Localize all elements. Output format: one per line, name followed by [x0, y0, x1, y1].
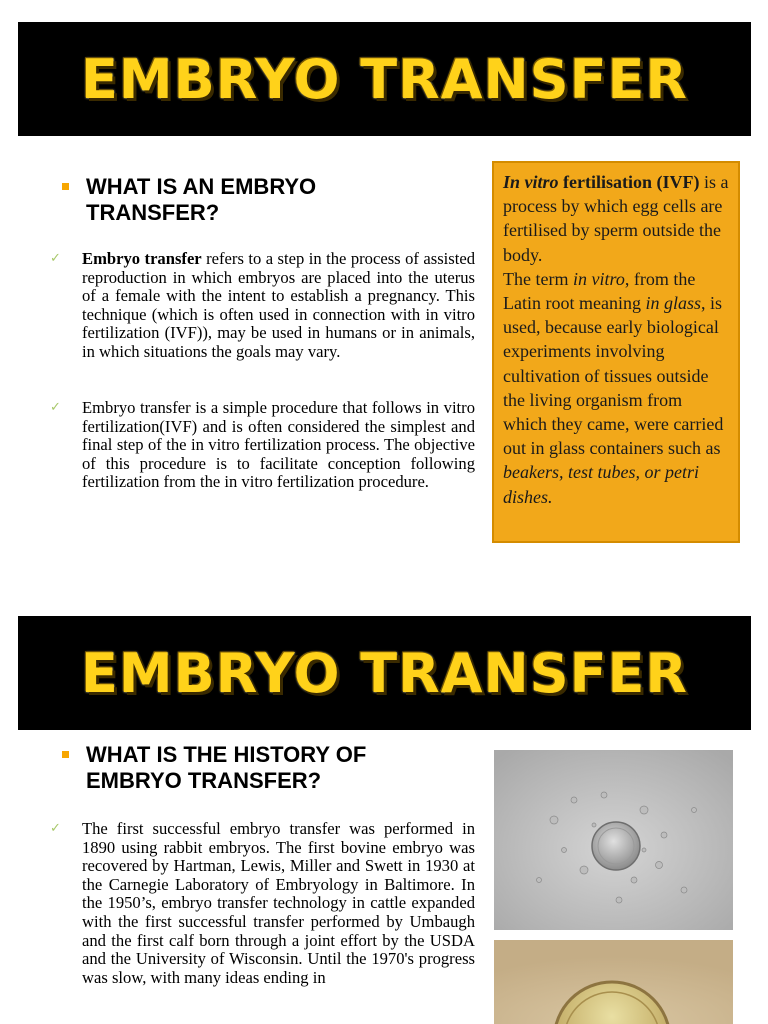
slide2-title: EMBRYO TRANSFER [81, 641, 688, 705]
embryo-micrograph-1 [494, 750, 733, 930]
slide1-paragraph-2: ✓ Embryo transfer is a simple procedure that follows in vitro fertilization(IVF) and is often considered the simplest and final step of the in vitro fertilization process. The objective of this procedure is to facilitate conception following fertilization from the in vitro fertilization procedure. [50, 398, 475, 492]
square-bullet-icon [62, 183, 69, 190]
slide1-paragraph-1: ✓ Embryo transfer refers to a step in the process of assisted reproduction in which embryos are placed into the uterus of a female with the intent to establish a pregnancy. This technique (which is often used in connection with in vitro fertilization (IVF)), may be used in humans or in animals, in which situations the goals may vary. [50, 249, 475, 361]
slide2-title-banner [18, 616, 751, 730]
slide2-paragraph-1: ✓ The first successful embryo transfer was performed in 1890 using rabbit embryos. The first bovine embryo was recovered by Hartman, Lewis, Miller and Swett in 1930 at the Carnegie Laboratory of Embryology in Baltimore. In the 1950’s, embryo transfer technology in cattle expanded with the first successful transfer performed by Umbaugh and the first calf born through a joint effort by the USDA and the University of Wisconsin. Until the 1970's progress was slow, with many ideas ending in [50, 819, 475, 987]
slide1-question: WHAT IS AN EMBRYO TRANSFER? [86, 174, 406, 226]
ivf-definition-box: In vitro fertilisation (IVF) is a process by which egg cells are fertilised by sperm outside the body. The term in vitro, from the Latin root meaning in glass, is used, because early biological experiments involving cultivation of tissues outside the living organism from which they came, were carried out in glass containers such as beakers, test tubes, or petri dishes. [492, 161, 740, 543]
slide1-title-banner [18, 22, 751, 136]
slide1-title: EMBRYO TRANSFER [81, 47, 688, 111]
checkmark-icon: ✓ [50, 400, 61, 415]
embryo-micrograph-2 [494, 940, 733, 1024]
checkmark-icon: ✓ [50, 821, 61, 836]
slide2-question: WHAT IS THE HISTORY OF EMBRYO TRANSFER? [86, 742, 466, 794]
square-bullet-icon [62, 751, 69, 758]
checkmark-icon: ✓ [50, 251, 61, 266]
